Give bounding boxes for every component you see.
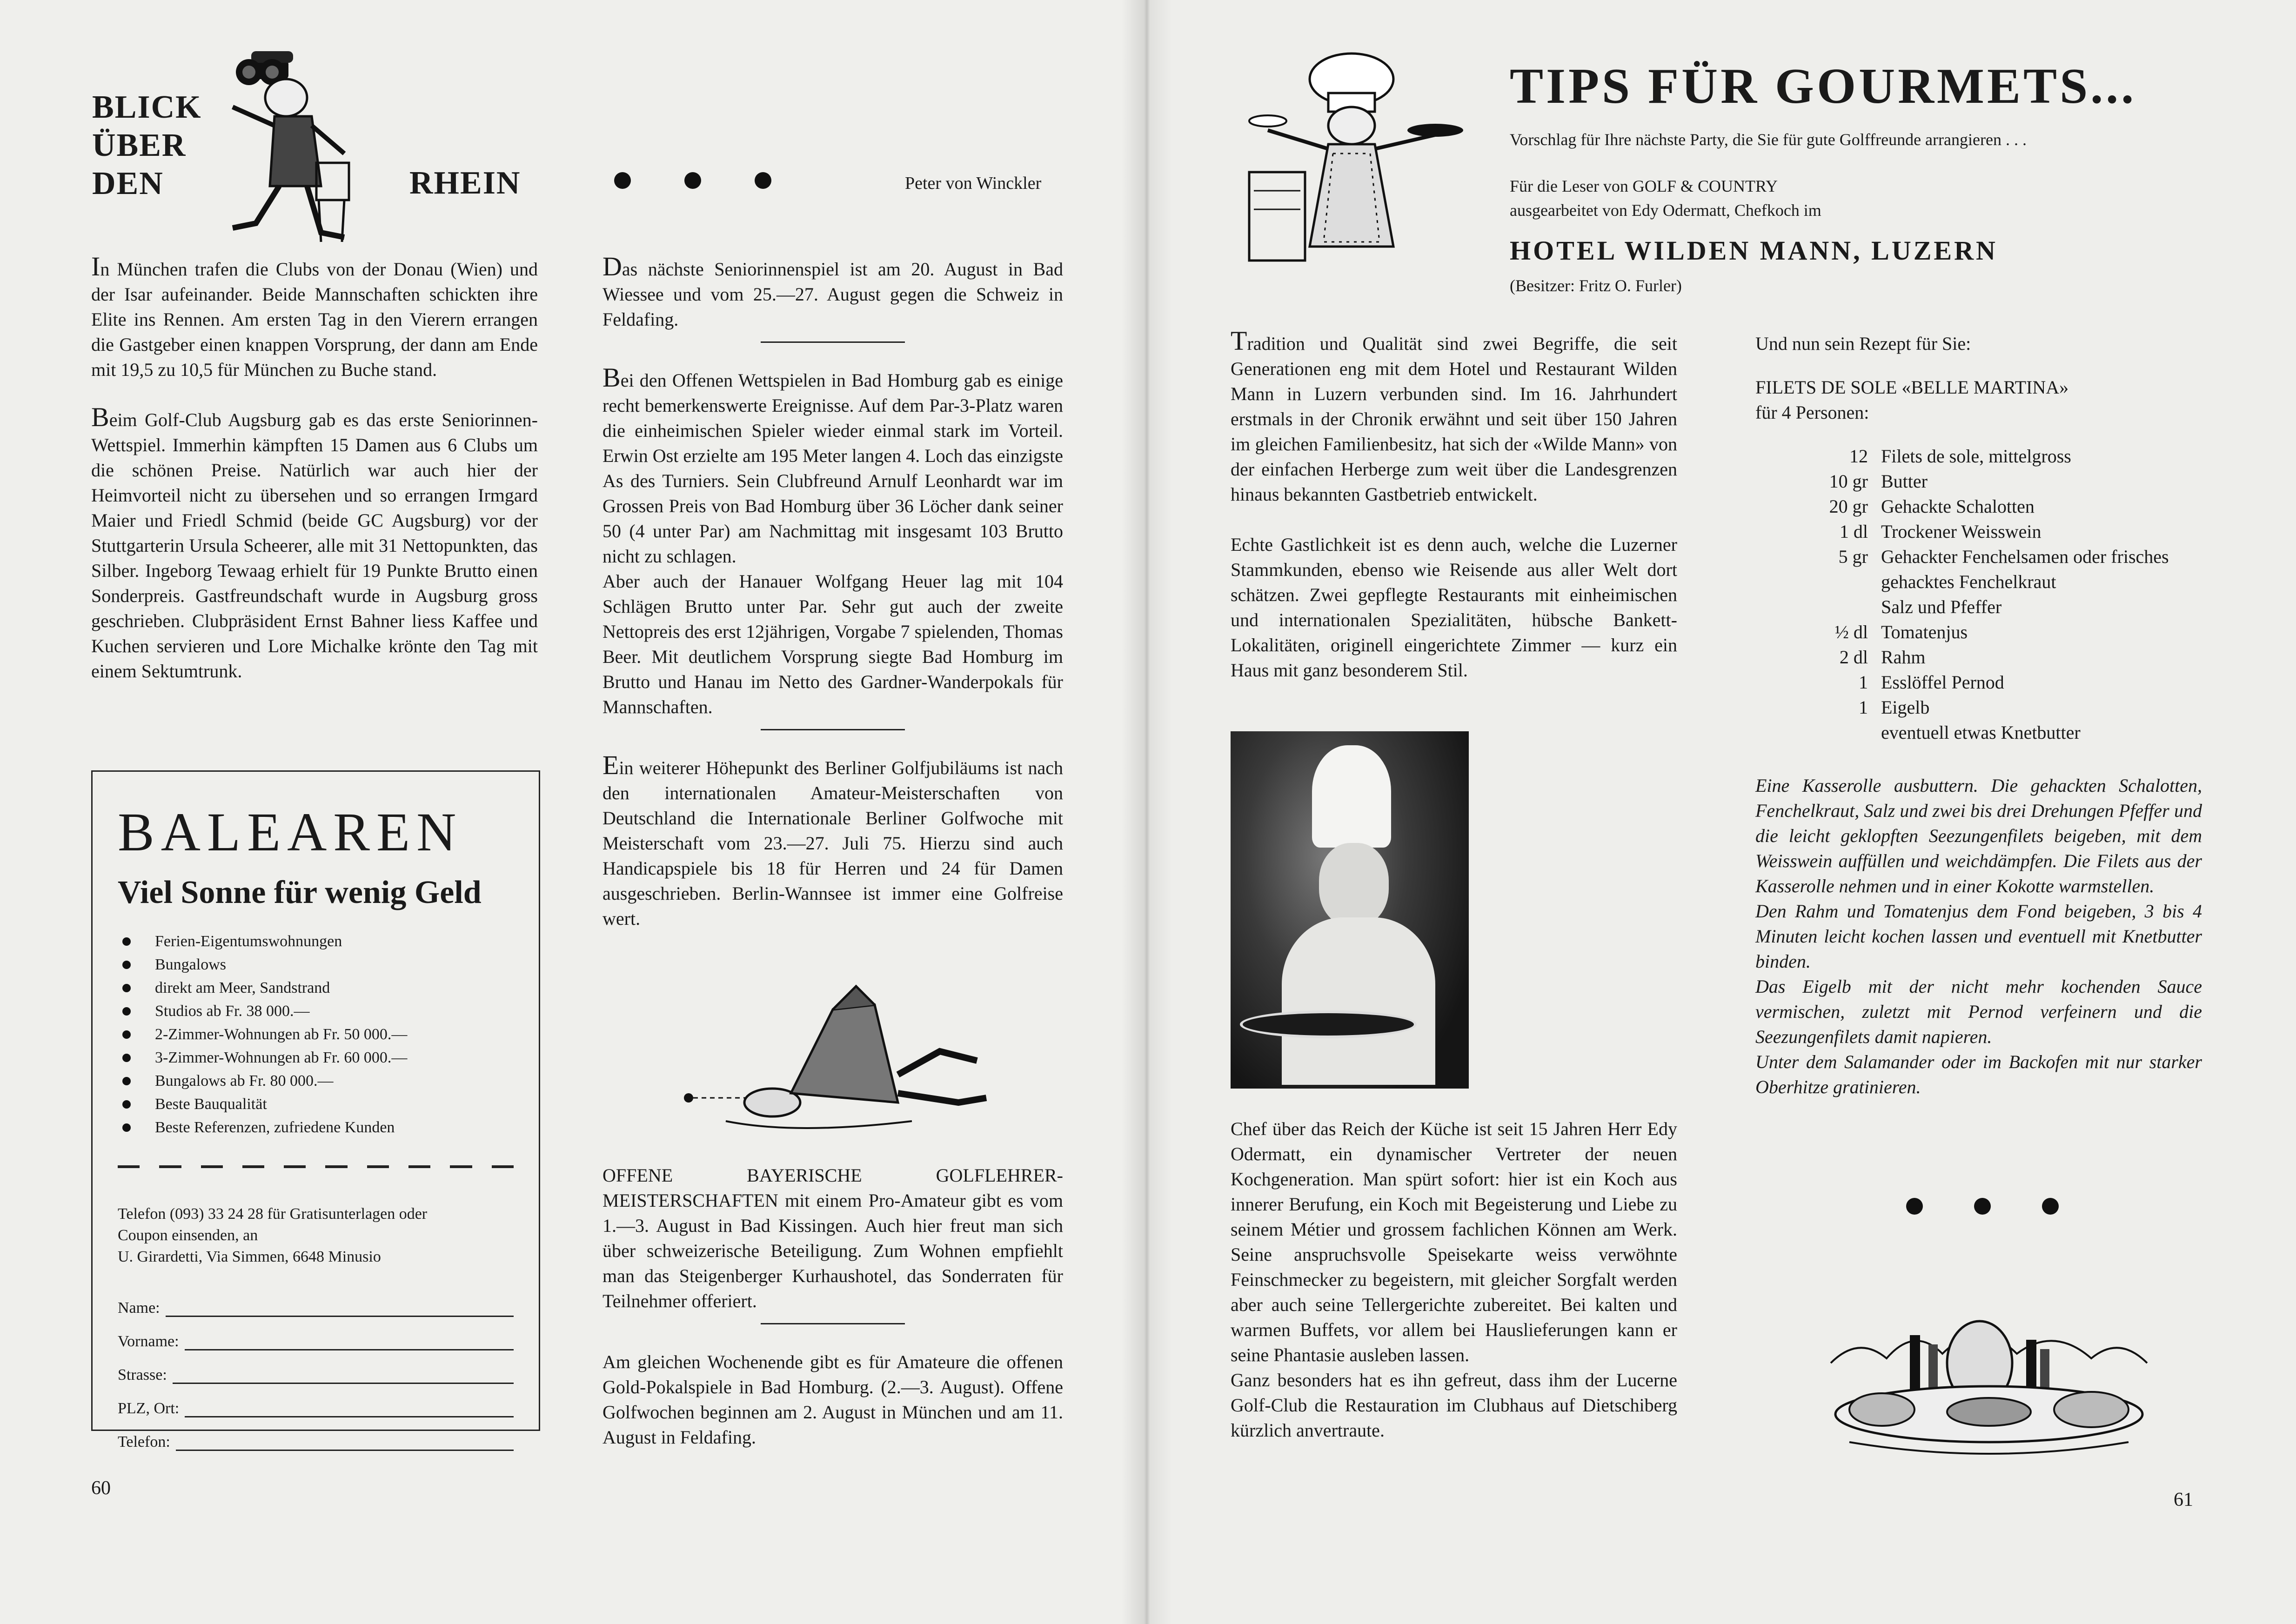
golfer-illustration [679, 982, 1014, 1135]
section-dots [614, 172, 771, 189]
ingredient-row: ½ dl Tomatenjus [1834, 622, 1968, 642]
list-item: Beste Referenzen, zufriedene Kunden [118, 1116, 514, 1139]
coupon-field-vorname[interactable]: Vorname: [118, 1329, 514, 1350]
dot-ornament [614, 172, 631, 189]
right-column-1 [1231, 326, 1677, 683]
right-column-1-lower [1231, 1116, 1677, 1443]
article-subtitle: Vorschlag für Ihre nächste Party, die Sie für gute Golffreunde arrangieren . . . [1510, 130, 2027, 149]
method-step: Eine Kasserolle ausbuttern. Die gehackten Schalotten, Fenchelkraut, Salz und zwei bis drei Drehungen Pfeffer und die leicht geklopften Seezungenfilets beigeben, mit dem Weisswein auffüllen und weichdämpfen. Die Filets aus der Kasserolle nehmen und in einer Kokotte warmstellen. [1755, 775, 2202, 896]
list-item: Bungalows ab Fr. 80 000.— [118, 1069, 514, 1093]
article-title: TIPS FÜR GOURMETS... [1510, 59, 2137, 114]
ingredient-row: Salz und Pfeffer [1881, 596, 2002, 617]
balearen-advertisement [91, 770, 540, 1450]
chef-illustration [1240, 51, 1463, 265]
coupon-field-name[interactable]: Name: [118, 1296, 514, 1317]
middle-column [602, 251, 1063, 956]
list-item: 2-Zimmer-Wohnungen ab Fr. 50 000.— [118, 1023, 514, 1046]
coupon-field-plz-ort[interactable]: PLZ, Ort: [118, 1396, 514, 1417]
contact-line: U. Girardetti, Via Simmen, 6648 Minusio [118, 1248, 381, 1265]
title-line-3: DEN [92, 166, 164, 201]
method-step: Unter dem Salamander oder im Backofen mit nur starker Oberhitze gratinieren. [1755, 1051, 2202, 1097]
list-item: Studios ab Fr. 38 000.— [118, 1000, 514, 1023]
paragraph: Beim Golf-Club Augsburg gab es das erste Seniorinnen-Wettspiel. Immerhin kämpften 15 Damen aus 6 Clubs um die schönen Preise. Natürlich war auch hier der Heimvorteil nicht zu übersehen und so errangen Irmgard Maier und Friedl Schmid (beide GC Augsburg) vor der Stuttgarterin Ursula Scheerer, alle mit 31 Nettopunkten, das Silber. Ingeborg Tewaag erhielt für 19 Punkte Brutto einen Sonderpreis. Gastfreundschaft wurde in Augsburg gross geschrieben. Clubpräsident Ernst Bahner liess Kaffee und Kuchen servieren und Lore Michalke krönte den Tag mit einem Sektumtrunk. [91, 402, 538, 682]
list-item: Ferien-Eigentumswohnungen [118, 930, 514, 953]
method-step: Das Eigelb mit der nicht mehr kochenden Sauce vermischen, zuletzt mit Pernod verfeinern und die Seezungenfilets damit napieren. [1755, 976, 2202, 1047]
ingredient-row: 1 dl Trockener Weisswein [1839, 521, 2042, 542]
recipe-title: FILETS DE SOLE «BELLE MARTINA» [1755, 377, 2069, 398]
ingredient-list [1816, 444, 2202, 745]
dot-ornament [2042, 1198, 2059, 1215]
middle-column-lower [602, 1163, 1063, 1450]
paragraph: Das nächste Seniorinnenspiel ist am 20. August in Bad Wiessee und vom 25.—27. August gegen die Schweiz in Feldafing. [602, 251, 1063, 330]
divider [761, 1323, 905, 1324]
recipe-lead: Und nun sein Rezept für Sie: [1755, 333, 1971, 354]
method-step: Den Rahm und Tomatenjus dem Fond beigeben, 3 bis 4 Minuten leicht kochen lassen und eventuell mit Knetbutter binden. [1755, 901, 2202, 972]
title-tail: RHEIN [409, 165, 521, 201]
coupon-form [118, 1296, 514, 1451]
list-item: direkt am Meer, Sandstrand [118, 976, 514, 1000]
paragraph: In München trafen die Clubs von der Donau (Wien) und der Isar aufeinander. Beide Mannschaften schickten ihre Elite ins Rennen. Am ersten Tag in den Vierern errangen die Gastgeber einen knappen Vorsprung, der dann am Ende mit 19,5 zu 10,5 für München zu Buche stand. [91, 251, 538, 380]
coupon-field-strasse[interactable]: Strasse: [118, 1363, 514, 1384]
coupon-cut-line [118, 1165, 514, 1168]
food-platter-illustration [1821, 1307, 2156, 1461]
intro-line: ausgearbeitet von Edy Odermatt, Chefkoch im [1510, 201, 1821, 220]
paragraph: Am gleichen Wochenende gibt es für Amateure die offenen Gold-Pokalspiele in Bad Homburg. (2.—3. August). Offene Golfwochen beginnen am 2. August in München und am 11. August in Feldafing. [602, 1351, 1063, 1448]
left-page [0, 0, 1145, 1624]
list-item: Bungalows [118, 953, 514, 976]
ad-contact [118, 1203, 514, 1268]
paragraph: Chef über das Reich der Küche ist seit 15 Jahren Herr Edy Odermatt, ein dynamischer Vertreter der neuen Kochgeneration. Man spürt sofort: hier ist ein Koch aus innerer Berufung, ein Koch mit Begeisterung und Liebe zu seinem Métier und grossem fachlichen Können am Werk. Seine anspruchsvolle Speisekarte weiss verwöhnte Feinschmecker zu begeistern, mit gleicher Sorgfalt werden aber auch seine Tellergerichte zubereitet. Bei kalten und warmen Buffets, vor allem bei Hauslieferungen kann er seine Phantasie ausleben lassen. [1231, 1118, 1677, 1365]
dot-ornament [684, 172, 701, 189]
section-title [92, 88, 202, 203]
ingredient-row: 10 gr Butter [1829, 471, 1928, 492]
ad-subtitle: Viel Sonne für wenig Geld [118, 875, 482, 910]
paragraph: OFFENE BAYERISCHE GOLFLEHRER-MEISTERSCHAFTEN mit einem Pro-Amateur gibt es vom 1.—3. August in Bad Kissingen. Auch hier freut man sich über schweizerische Beteiligung. Zum Wohnen empfiehlt man das Steigenberger Kurhaushotel, das Sonderraten für Teilnehmer offeriert. [602, 1165, 1063, 1311]
page-number: 61 [2174, 1489, 2193, 1510]
hotel-name: HOTEL WILDEN MANN, LUZERN [1510, 235, 1998, 266]
title-line-2: ÜBER [92, 127, 187, 163]
dot-ornament [755, 172, 771, 189]
ad-title: BALEAREN [118, 802, 463, 862]
left-column [91, 251, 538, 709]
paragraph: Ganz besonders hat es ihn gefreut, dass ihm der Lucerne Golf-Club die Restauration im Clubhaus auf Dietschiberg kürzlich anvertraute. [1231, 1370, 1677, 1441]
binocular-man-illustration [205, 47, 391, 261]
ingredient-row: 5 gr Gehackter Fenchelsamen oder frisches [1838, 546, 2169, 567]
ingredient-row: 1 Eigelb [1859, 697, 1930, 718]
ingredient-row: 12 Filets de sole, mittelgross [1849, 446, 2071, 467]
section-dots [1906, 1198, 2059, 1215]
ad-feature-list [118, 930, 514, 1139]
ingredient-row: 20 gr Gehackte Schalotten [1829, 496, 2035, 517]
intro-line: Für die Leser von GOLF & COUNTRY [1510, 177, 1778, 195]
dot-ornament [1974, 1198, 1991, 1215]
recipe-method [1755, 773, 2202, 1100]
paragraph: Tradition und Qualität sind zwei Begriffe, die seit Generationen eng mit dem Hotel und Restaurant Wilden Mann in Luzern verbunden sind. Im 16. Jahrhundert erstmals in der Chronik erwähnt und seit über 150 Jahren im gleichen Familienbesitz, hat sich der «Wilde Mann» von der einfachen Herberge zum weit über die Landesgrenzen hinaus bekannten Gastbetrieb entwickelt. [1231, 326, 1677, 505]
dot-ornament [1906, 1198, 1923, 1215]
coupon-field-telefon[interactable]: Telefon: [118, 1430, 514, 1451]
author-name: Peter von Winckler [905, 174, 1042, 193]
recipe-column [1755, 331, 2202, 1100]
paragraph: Aber auch der Hanauer Wolfgang Heuer lag mit 104 Schlägen Brutto unter Par. Sehr gut auch der zweite Nettopreis des erst 12jährigen, Vorgabe 7 spielenden, Thomas Beer. Mit deutlichem Vorsprung siegte Bad Homburg im Brutto und Hanau im Netto des Gardner-Wanderpokals für Mannschaften. [602, 571, 1063, 717]
ingredient-row: gehacktes Fenchelkraut [1881, 571, 2056, 592]
recipe-servings: für 4 Personen: [1755, 402, 1869, 423]
right-page [1145, 0, 2296, 1624]
list-item: Beste Bauqualität [118, 1093, 514, 1116]
paragraph: Bei den Offenen Wettspielen in Bad Homburg gab es einige recht bemerkenswerte Ereignisse. Auf dem Par-3-Platz waren die einheimischen Spieler wieder einmal stark im Vorteil. Erwin Ost erzielte am 195 Meter langen 4. Loch das einzigste As des Turniers. Sein Clubfreund Arnulf Leonhardt war im Grossen Preis von Bad Homburg über 36 Löcher dank seiner 50 (4 unter Par) am Nachmittag mit insgesamt 103 Brutto nicht zu schlagen. [602, 362, 1063, 567]
contact-line: Telefon (093) 33 24 28 für Gratisunterlagen oder [118, 1205, 428, 1223]
list-item: 3-Zimmer-Wohnungen ab Fr. 60 000.— [118, 1046, 514, 1069]
ingredient-row: 1 Esslöffel Pernod [1859, 672, 2004, 693]
paragraph: Ein weiterer Höhepunkt des Berliner Golfjubiläums ist nach den internationalen Amateur-Meisterschaften von Deutschland die Internationale Berliner Golfwoche mit Meisterschaft vom 23.—27. Juli 75. Hierzu sind auch Handicapspiele bis 18 für Herren und 24 für Damen ausgeschrieben. Berlin-Wannsee ist immer eine Golfreise wert. [602, 750, 1063, 929]
divider [761, 729, 905, 730]
hotel-owner: (Besitzer: Fritz O. Furler) [1510, 276, 1682, 295]
ingredient-row: eventuell etwas Knetbutter [1881, 722, 2081, 743]
ingredient-row: 2 dl Rahm [1839, 647, 1926, 668]
paragraph: Echte Gastlichkeit ist es denn auch, welche die Luzerner Stammkunden, ebenso wie Reisende aus aller Welt dort schätzen. Zwei gepflegte Restaurants mit einheimischen und internationalen Spezialitäten, hübsche Bankett-Lokalitäten, originell eingerichtete Zimmer — kurz ein Haus mit ganz besonderem Stil. [1231, 534, 1677, 681]
divider [761, 341, 905, 343]
page-number: 60 [91, 1477, 111, 1499]
title-line-1: BLICK [92, 89, 202, 125]
contact-line: Coupon einsenden, an [118, 1227, 258, 1244]
chef-photo [1231, 731, 1469, 1089]
book-gutter [1121, 0, 1172, 1624]
